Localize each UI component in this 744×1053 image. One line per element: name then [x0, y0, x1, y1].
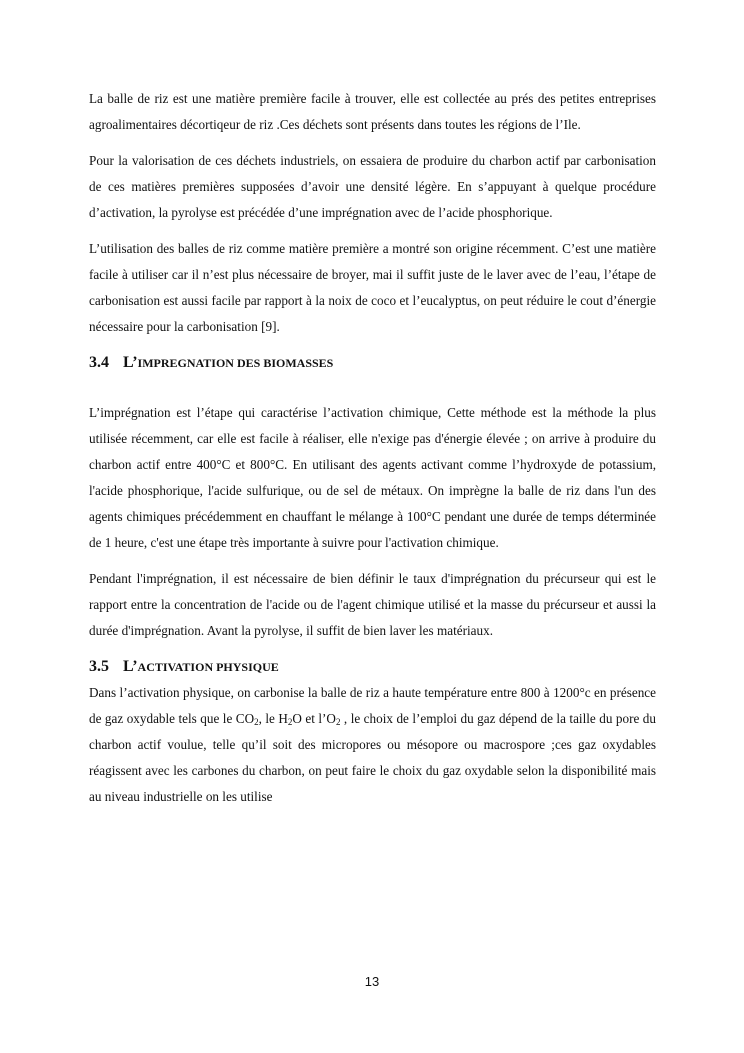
text-run: , le choix de l’emploi du gaz dépend de la taille du pore du charbon actif voulue, telle qu’il soit des micropores ou mésopore ou macrospore ;ces gaz oxydables réagissent avec les carbones du charbon, on peut faire le choix du gaz oxydable selon la disponibilité mais au niveau industrielle on les utilise	[89, 711, 656, 804]
paragraph-impregnation-rate: Pendant l'imprégnation, il est nécessaire de bien définir le taux d'imprégnation du précurseur qui est le rapport entre la concentration de l'acide ou de l'agent chimique utilisé et la masse du précurseur et aussi la durée d'imprégnation. Avant la pyrolyse, il suffit de bien laver les matériaux.	[89, 571, 656, 638]
subscript: 2	[287, 717, 293, 727]
section-number: 3.4	[89, 354, 109, 371]
subscript: 2	[254, 717, 259, 727]
section-heading-physical-activation	[89, 654, 656, 680]
paragraph-physical-activation	[89, 680, 656, 810]
page-number: 13	[364, 974, 380, 989]
section-title-lead: L’	[123, 354, 138, 371]
paragraph-valorisation: Pour la valorisation de ces déchets industriels, on essaiera de produire du charbon actif par carbonisation de ces matières premières supposées d’avoir une densité légère. En s’appuyant à quelque procédure d’activation, la pyrolyse est précédée d’une imprégnation avec de l’acide phosphorique.	[89, 153, 656, 220]
text-run: , le H	[258, 711, 288, 726]
page-body	[89, 86, 656, 820]
section-title: IMPREGNATION DES BIOMASSES	[137, 356, 334, 370]
section-heading-impregnation	[89, 350, 656, 376]
paragraph-rice-husk-usage: L’utilisation des balles de riz comme matière première a montré son origine récemment. C’est une matière facile à utiliser car il n’est plus nécessaire de broyer, mai il suffit juste de le laver avec de l’eau, l’étape de carbonisation est aussi facile par rapport à la noix de coco et l’eucalyptus, on peut réduire le cout d’énergie nécessaire pour la carbonisation [9].	[89, 241, 656, 334]
text-run: O et l’O	[292, 711, 336, 726]
paragraph-rice-husk-source: La balle de riz est une matière première facile à trouver, elle est collectée au prés des petites entreprises agroalimentaires décortiqeur de riz .Ces déchets sont présents dans toutes les régions de l’Ile.	[89, 91, 656, 132]
section-title-lead: L’	[123, 658, 138, 675]
subscript: 2	[335, 717, 341, 727]
text-run: Dans l’activation physique, on carbonise la balle de riz a haute température entre 800 à 1200°c en présence de gaz oxydable tels que le CO	[89, 685, 656, 726]
section-title: ACTIVATION PHYSIQUE	[137, 660, 279, 674]
paragraph-impregnation-definition: L’imprégnation est l’étape qui caractérise l’activation chimique, Cette méthode est la méthode la plus utilisée récemment, car elle est facile à réaliser, elle n'exige pas d'énergie élevée ; on arrive à produire du charbon actif entre 400°C et 800°C. En utilisant des agents activant comme l’hydroxyde de potassium, l'acide phosphorique, l'acide sulfurique, ou de sel de métaux. On imprègne la balle de riz dans l'un des agents chimiques précédemment en chauffant le mélange à 100°C pendant une durée de temps déterminée de 1 heure, c'est une étape très importante à suivre pour l'activation chimique.	[89, 405, 656, 550]
section-number: 3.5	[89, 658, 109, 675]
